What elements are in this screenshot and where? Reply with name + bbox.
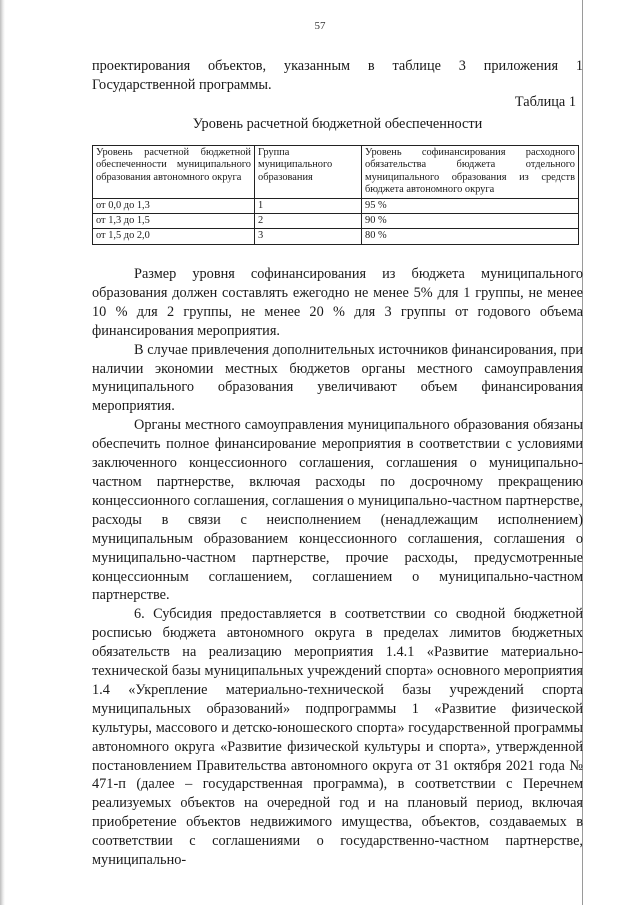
table-cell: 95 % [362, 198, 579, 213]
table-cell: 3 [255, 229, 362, 244]
main-text [92, 265, 583, 870]
header-cell-group: Группа муниципального образования [255, 146, 362, 199]
table-row [93, 214, 579, 229]
table-cell: 2 [255, 214, 362, 229]
intro-paragraph [92, 57, 583, 95]
funding-table [92, 145, 579, 245]
table-label: Таблица 1 [514, 94, 576, 110]
page-number: 57 [314, 20, 326, 32]
table-title: Уровень расчетной бюджетной обеспеченности [192, 116, 483, 132]
table-row [93, 198, 579, 213]
paragraph-cofinancing-size: Размер уровня софинансирования из бюджета муниципального образования должен составлять ежегодно не менее 5% для 1 группы, не менее 10 % для 2 группы, не менее 20 % для 3 группы от годового объема финансирования мероприятия. [92, 266, 583, 339]
paragraph-local-obligations: Органы местного самоуправления муниципального образования обязаны обеспечить полное финансирование мероприятия в соответствии с условиями заключенного концессионного соглашения, соглашения о муниципально-частном партнерстве, включая расходы по досрочному прекращению концессионного соглашения, соглашения о муниципально-частном партнерстве, расходы в связи с неисполнением (ненадлежащим исполнением) муниципальным образованием концессионного соглашения, соглашения о муниципально-частном партнерстве, прочие расходы, предусмотренные концессионным соглашением, соглашением о муниципально-частном партнерстве. [92, 417, 583, 604]
intro-text: проектирования объектов, указанным в таблице 3 приложения 1 Государственной программы. [92, 58, 583, 93]
table-header-row [93, 146, 579, 199]
paragraph-additional-sources: В случае привлечения дополнительных источников финансирования, при наличии экономии местных бюджетов органы местного самоуправления муниципального образования увеличивают объем финансирования мероприятия. [92, 341, 583, 415]
scan-left-edge [0, 0, 5, 905]
table-row [93, 229, 579, 244]
table-cell: от 0,0 до 1,3 [93, 198, 255, 213]
table-cell: от 1,5 до 2,0 [93, 229, 255, 244]
table-cell: 80 % [362, 229, 579, 244]
table-cell: 90 % [362, 214, 579, 229]
table-cell: от 1,3 до 1,5 [93, 214, 255, 229]
header-cell-level: Уровень расчетной бюджетной обеспеченности муниципального образования автономного округа [93, 146, 255, 199]
header-cell-cofinancing: Уровень софинансирования расходного обязательства бюджета отдельного муниципального образования из средств бюджета автономного округа [362, 146, 579, 199]
paragraph-subsidy: 6. Субсидия предоставляется в соответствии со сводной бюджетной росписью бюджета автономного округа в пределах лимитов бюджетных обязательств на реализацию мероприятия 1.4.1 «Развитие материально-технической базы муниципальных учреждений спорта» основного мероприятия 1.4 «Укрепление материально-технической базы учреждений спорта муниципальных образований» подпрограммы 1 «Развитие физической культуры, массового и детско-юношеского спорта» государственной программы автономного округа «Развитие физической культуры и спорта», утвержденной постановлением Правительства автономного округа от 31 октября 2021 года № 471-п (далее – государственная программа), в соответствии с Перечнем реализуемых объектов на очередной год и на плановый период, включая приобретение объектов недвижимого имущества, объектов, создаваемых в соответствии с соглашениями о государственно-частном партнерстве, муниципально- [92, 606, 583, 869]
table-cell: 1 [255, 198, 362, 213]
